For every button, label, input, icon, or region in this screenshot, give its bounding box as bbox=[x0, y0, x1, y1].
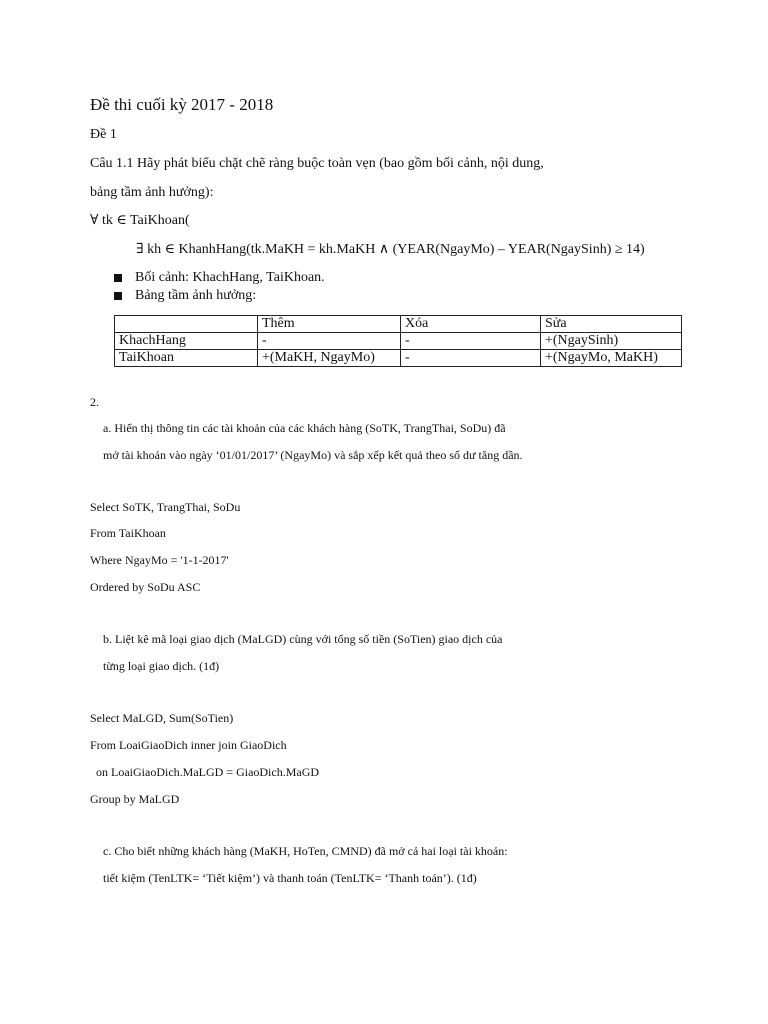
question-2b-text: b. Liệt kê mã loại giao dịch (MaLGD) cùng với tổng số tiền (SoTien) giao dịch của bbox=[103, 632, 503, 646]
question-2c-text-cont: tiết kiệm (TenLTK= ‘Tiết kiệm’) và thanh toán (TenLTK= ‘Thanh toán’). (1đ) bbox=[103, 871, 477, 885]
sql-2a-line: Ordered by SoDu ASC bbox=[90, 580, 201, 594]
table-cell: +(MaKH, NgayMo) bbox=[258, 350, 401, 367]
bullet-icon bbox=[114, 292, 122, 300]
question-2b-text-cont: từng loại giao dịch. (1đ) bbox=[103, 659, 220, 673]
question-2c-text: c. Cho biết những khách hàng (MaKH, HoTen, CMND) đã mở cả hai loại tài khoản: bbox=[103, 844, 508, 858]
table-row bbox=[115, 350, 682, 367]
formula-line-2: ∃ kh ∈ KhanhHang(tk.MaKH = kh.MaKH ∧ (YEAR(NgayMo) – YEAR(NgaySinh) ≥ 14) bbox=[136, 242, 645, 257]
table-cell: +(NgaySinh) bbox=[541, 333, 682, 350]
sql-2b-line: Group by MaLGD bbox=[90, 792, 180, 806]
impact-table bbox=[114, 315, 682, 367]
exam-version: Đề 1 bbox=[90, 127, 117, 142]
table-cell: - bbox=[258, 333, 401, 350]
table-cell: TaiKhoan bbox=[115, 350, 258, 367]
sql-2a-line: From TaiKhoan bbox=[90, 526, 166, 540]
bullet-icon bbox=[114, 274, 122, 282]
table-cell: - bbox=[401, 350, 541, 367]
sql-2a-line: Select SoTK, TrangThai, SoDu bbox=[90, 500, 241, 514]
table-header-cell: Sửa bbox=[541, 316, 682, 333]
table-cell: KhachHang bbox=[115, 333, 258, 350]
table-header-cell: Thêm bbox=[258, 316, 401, 333]
question-1-text-cont: bảng tầm ảnh hưởng): bbox=[90, 185, 214, 200]
bullet-context: Bối cảnh: KhachHang, TaiKhoan. bbox=[135, 270, 325, 285]
table-cell: - bbox=[401, 333, 541, 350]
question-2-number: 2. bbox=[90, 395, 99, 409]
bullet-impact-table: Bảng tầm ảnh hưởng: bbox=[135, 288, 257, 303]
sql-2a-line: Where NgayMo = '1-1-2017' bbox=[90, 553, 229, 567]
table-row bbox=[115, 333, 682, 350]
question-2a-text: a. Hiển thị thông tin các tài khoản của các khách hàng (SoTK, TrangThai, SoDu) đã bbox=[103, 421, 506, 435]
table-header-cell bbox=[115, 316, 258, 333]
table-header-cell: Xóa bbox=[401, 316, 541, 333]
page-title: Đề thi cuối kỳ 2017 - 2018 bbox=[90, 95, 274, 114]
table-cell: +(NgayMo, MaKH) bbox=[541, 350, 682, 367]
question-1-text: Câu 1.1 Hãy phát biểu chặt chẽ ràng buộc toàn vẹn (bao gồm bối cảnh, nội dung, bbox=[90, 156, 544, 171]
question-2a-text-cont: mở tài khoản vào ngày ‘01/01/2017’ (NgayMo) và sắp xếp kết quả theo số dư tăng dần. bbox=[103, 448, 523, 462]
sql-2b-line: Select MaLGD, Sum(SoTien) bbox=[90, 711, 234, 725]
sql-2b-line: From LoaiGiaoDich inner join GiaoDich bbox=[90, 738, 287, 752]
table-header-row bbox=[115, 316, 682, 333]
sql-2b-line: on LoaiGiaoDich.MaLGD = GiaoDich.MaGD bbox=[90, 765, 320, 779]
formula-line-1: ∀ tk ∈ TaiKhoan( bbox=[90, 213, 190, 228]
